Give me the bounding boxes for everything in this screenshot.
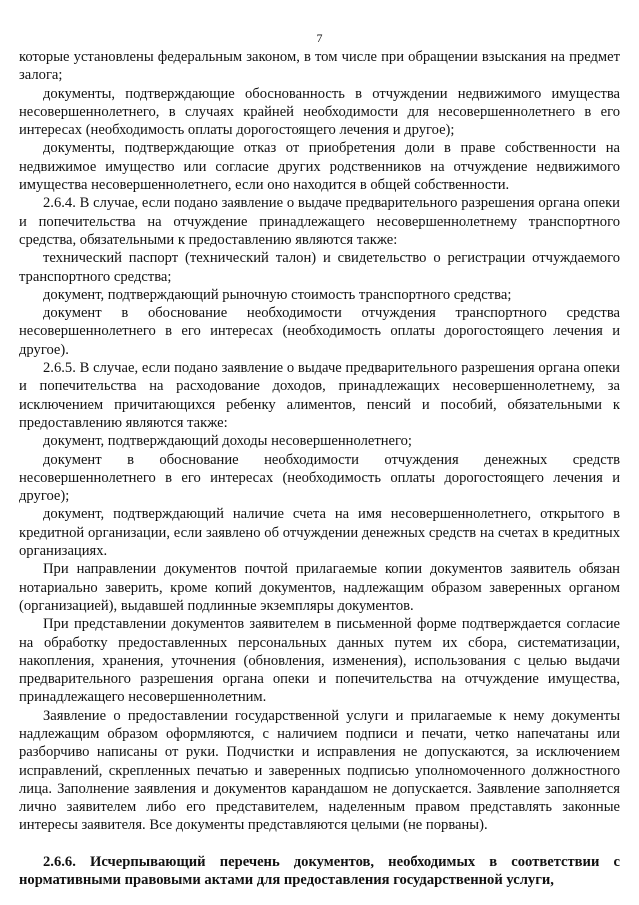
- paragraph: документ, подтверждающий доходы несовершеннолетнего;: [43, 433, 412, 450]
- paragraph: 2.6.4. В случае, если подано заявление о выдаче предварительного разрешения органа опеки и попечительства на отчуждение принадлежащего несовершеннолетнему транспортного средства, обязательными к предоставлению являются также:: [19, 195, 620, 248]
- paragraph: которые установлены федеральным законом, в том числе при обращении взыскания на предмет залога;: [19, 49, 620, 84]
- paragraph: документы, подтверждающие отказ от приобретения доли в праве собственности на недвижимое имущество или согласие других родственников на отчуждение недвижимого имущества несовершеннолетнего, если оно находится в общей собственности.: [19, 140, 620, 194]
- paragraph: 2.6.5. В случае, если подано заявление о выдаче предварительного разрешения органа опеки и попечительства на расходование доходов, принадлежащих несовершеннолетнему, за исключением причитающихся ребенку алиментов, пенсий и пособий, обязательными к предоставлению являются также:: [19, 360, 620, 431]
- section-gap: [19, 835, 620, 853]
- body-text: [19, 48, 620, 835]
- paragraph: При направлении документов почтой прилагаемые копии документов заявитель обязан нотариально заверить, кроме копий документов, надлежащим образом заверенных органом (организацией), выдавшей подлинные экземпляры документов.: [19, 561, 620, 614]
- paragraph: Заявление о предоставлении государственной услуги и прилагаемые к нему документы надлежащим образом оформляются, с наличием подписи и печати, четко напечатаны или разборчиво написаны от руки. Подчистки и исправления не допускаются, за исключением исправлений, скрепленных печатью и заверенных подписью уполномоченного должностного лица. Заполнение заявления и документов карандашом не допускается. Заявление заполняется лично заявителем либо его представителем, наделенным правом представлять законные интересы заявителя. Все документы представляются целыми (не порваны).: [19, 707, 620, 834]
- paragraph: документ, подтверждающий рыночную стоимость транспортного средства;: [43, 286, 512, 303]
- paragraph: технический паспорт (технический талон) и свидетельство о регистрации отчуждаемого транспортного средства;: [19, 250, 620, 285]
- section-heading: 2.6.6. Исчерпывающий перечень документов, необходимых в соответствии с нормативными правовыми актами для предоставления государственной услуги,: [19, 853, 620, 889]
- paragraph: документ в обоснование необходимости отчуждения денежных средств несовершеннолетнего в его интересах (необходимость оплаты дорогостоящего лечения и другое);: [19, 451, 620, 505]
- paragraph: При представлении документов заявителем в письменной форме подтверждается согласие на обработку предоставленных персональных данных путем их сбора, систематизации, накопления, хранения, уточнения (обновления, изменения), использования с целью выдачи предварительного разрешения органа опеки и попечительства на отчуждение имущества, принадлежащего несовершеннолетним.: [19, 616, 620, 706]
- paragraph: документ, подтверждающий наличие счета на имя несовершеннолетнего, открытого в кредитной организации, если заявлено об отчуждении денежных средств на счетах в кредитных организациях.: [19, 506, 620, 560]
- paragraph: документ в обоснование необходимости отчуждения транспортного средства несовершеннолетнего в его интересах (необходимость оплаты дорогостоящего лечения и другое).: [19, 305, 620, 358]
- paragraph: документы, подтверждающие обоснованность в отчуждении недвижимого имущества несовершеннолетнего, в случаях крайней необходимости для несовершеннолетнего в его интересах (необходимость оплаты дорогостоящего лечения и другое);: [19, 85, 620, 139]
- page-number: 7: [316, 31, 323, 45]
